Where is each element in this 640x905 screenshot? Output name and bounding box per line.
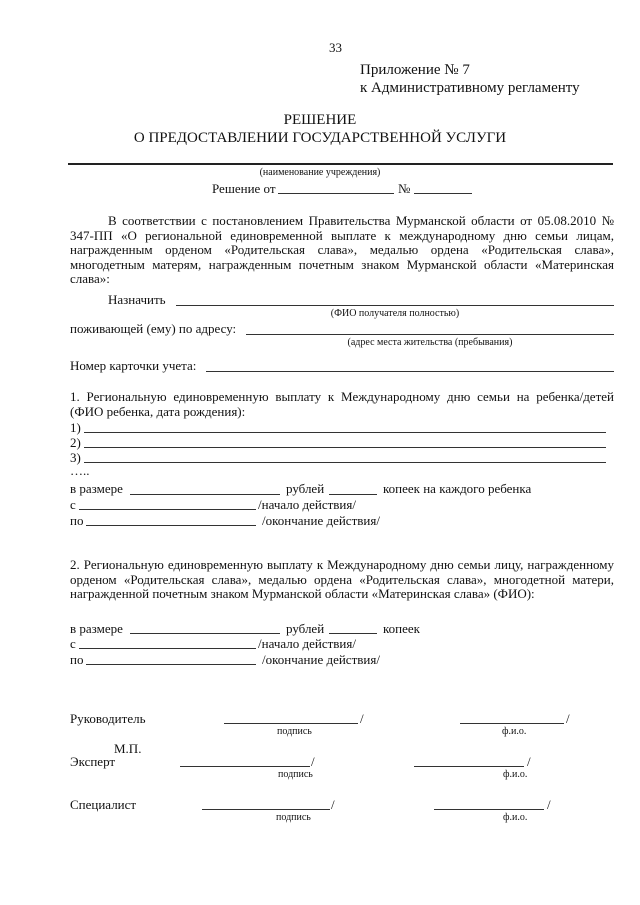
expert-name-field[interactable] <box>414 766 524 767</box>
child-item-1-field[interactable] <box>84 432 606 433</box>
specialist-name-slash: / <box>547 797 551 812</box>
head-label: Руководитель <box>70 711 146 726</box>
institution-line <box>68 163 613 165</box>
s2-end-date-field[interactable] <box>86 664 256 665</box>
s1-from-label: с <box>70 497 76 512</box>
child-item-3-field[interactable] <box>84 462 606 463</box>
s2-to-label: по <box>70 652 84 667</box>
card-number-field[interactable] <box>206 371 614 372</box>
s2-amount-label: в размере <box>70 621 123 636</box>
specialist-slash: / <box>331 797 335 812</box>
s2-kopecks-label: копеек <box>383 621 420 636</box>
address-caption: (адрес места жительства (пребывания) <box>347 337 513 348</box>
child-item-1-label: 1) <box>70 420 81 435</box>
s2-rubles-label: рублей <box>286 621 325 636</box>
address-label: поживающей (ему) по адресу: <box>70 321 237 336</box>
section2-text: 2. Региональную единовременную выплату к Международному дню семьи лицу, награжденному орденом «Родительская слава», медалью ордена «Родительская слава», многодетной матери, награжденной почетным знаком Мурманской области «Материнская слава» (ФИО): <box>70 557 614 601</box>
institution-caption: (наименование учреждения) <box>259 167 381 178</box>
specialist-label: Специалист <box>70 797 137 812</box>
page-number: 33 <box>329 40 342 55</box>
child-item-2-field[interactable] <box>84 447 606 448</box>
s2-from-label: с <box>70 636 76 651</box>
decision-number-sign: № <box>398 181 411 196</box>
head-slash: / <box>360 711 364 726</box>
head-name-slash: / <box>566 711 570 726</box>
expert-slash: / <box>311 754 315 769</box>
child-item-2-label: 2) <box>70 435 81 450</box>
decision-number-field[interactable] <box>414 193 472 194</box>
s1-end-caption: /окончание действия/ <box>262 513 380 528</box>
decision-date-field[interactable] <box>278 193 394 194</box>
specialist-name-field[interactable] <box>434 809 544 810</box>
s1-rubles-field[interactable] <box>130 494 280 495</box>
stamp-label: М.П. <box>114 741 142 756</box>
s1-start-caption: /начало действия/ <box>258 497 356 512</box>
child-items-ellipsis: ….. <box>70 463 90 478</box>
assign-label: Назначить <box>108 292 166 307</box>
expert-name-caption: ф.и.о. <box>503 769 528 780</box>
title-line1: РЕШЕНИЕ <box>283 112 357 128</box>
section1-text: 1. Региональную единовременную выплату к Международному дню семьи на ребенка/детей (ФИО ребенка, дата рождения): <box>70 389 614 419</box>
recipient-caption: (ФИО получателя полностью) <box>330 308 460 319</box>
title-line2: О ПРЕДОСТАВЛЕНИИ ГОСУДАРСТВЕННОЙ УСЛУГИ <box>133 130 507 146</box>
expert-sign-caption: подпись <box>278 769 313 780</box>
specialist-name-caption: ф.и.о. <box>503 812 528 823</box>
address-field[interactable] <box>246 334 614 335</box>
s2-start-date-field[interactable] <box>79 648 256 649</box>
head-name-caption: ф.и.о. <box>502 726 527 737</box>
s2-rubles-field[interactable] <box>130 633 280 634</box>
s1-kopecks-field[interactable] <box>329 494 377 495</box>
s2-end-caption: /окончание действия/ <box>262 652 380 667</box>
s1-to-label: по <box>70 513 84 528</box>
head-signature-field[interactable] <box>224 723 358 724</box>
child-item-3-label: 3) <box>70 450 81 465</box>
appendix-line2: к Административному регламенту <box>360 80 580 96</box>
specialist-sign-caption: подпись <box>276 812 311 823</box>
recipient-name-field[interactable] <box>176 305 614 306</box>
expert-label: Эксперт <box>70 754 116 769</box>
s1-kopecks-label: копеек на каждого ребенка <box>383 481 532 496</box>
appendix-line1: Приложение № 7 <box>360 62 470 78</box>
decision-prefix: Решение от <box>212 181 276 196</box>
expert-signature-field[interactable] <box>180 766 310 767</box>
intro-paragraph: В соответствии с постановлением Правительства Мурманской области от 05.08.2010 № 347-ПП «О региональной единовременной выплате к международному дню семьи лицам, награжденным орденом «Родительская слава», медалью ордена «Родительская слава», многодетным матерям, награжденным почетным знаком Мурманской области «Материнская слава»: <box>70 213 614 286</box>
card-number-label: Номер карточки учета: <box>70 358 197 373</box>
expert-name-slash: / <box>527 754 531 769</box>
head-name-field[interactable] <box>460 723 564 724</box>
head-sign-caption: подпись <box>277 726 312 737</box>
s1-rubles-label: рублей <box>286 481 325 496</box>
s1-amount-label: в размере <box>70 481 123 496</box>
s2-kopecks-field[interactable] <box>329 633 377 634</box>
s2-start-caption: /начало действия/ <box>258 636 356 651</box>
s1-start-date-field[interactable] <box>79 509 256 510</box>
s1-end-date-field[interactable] <box>86 525 256 526</box>
specialist-signature-field[interactable] <box>202 809 330 810</box>
